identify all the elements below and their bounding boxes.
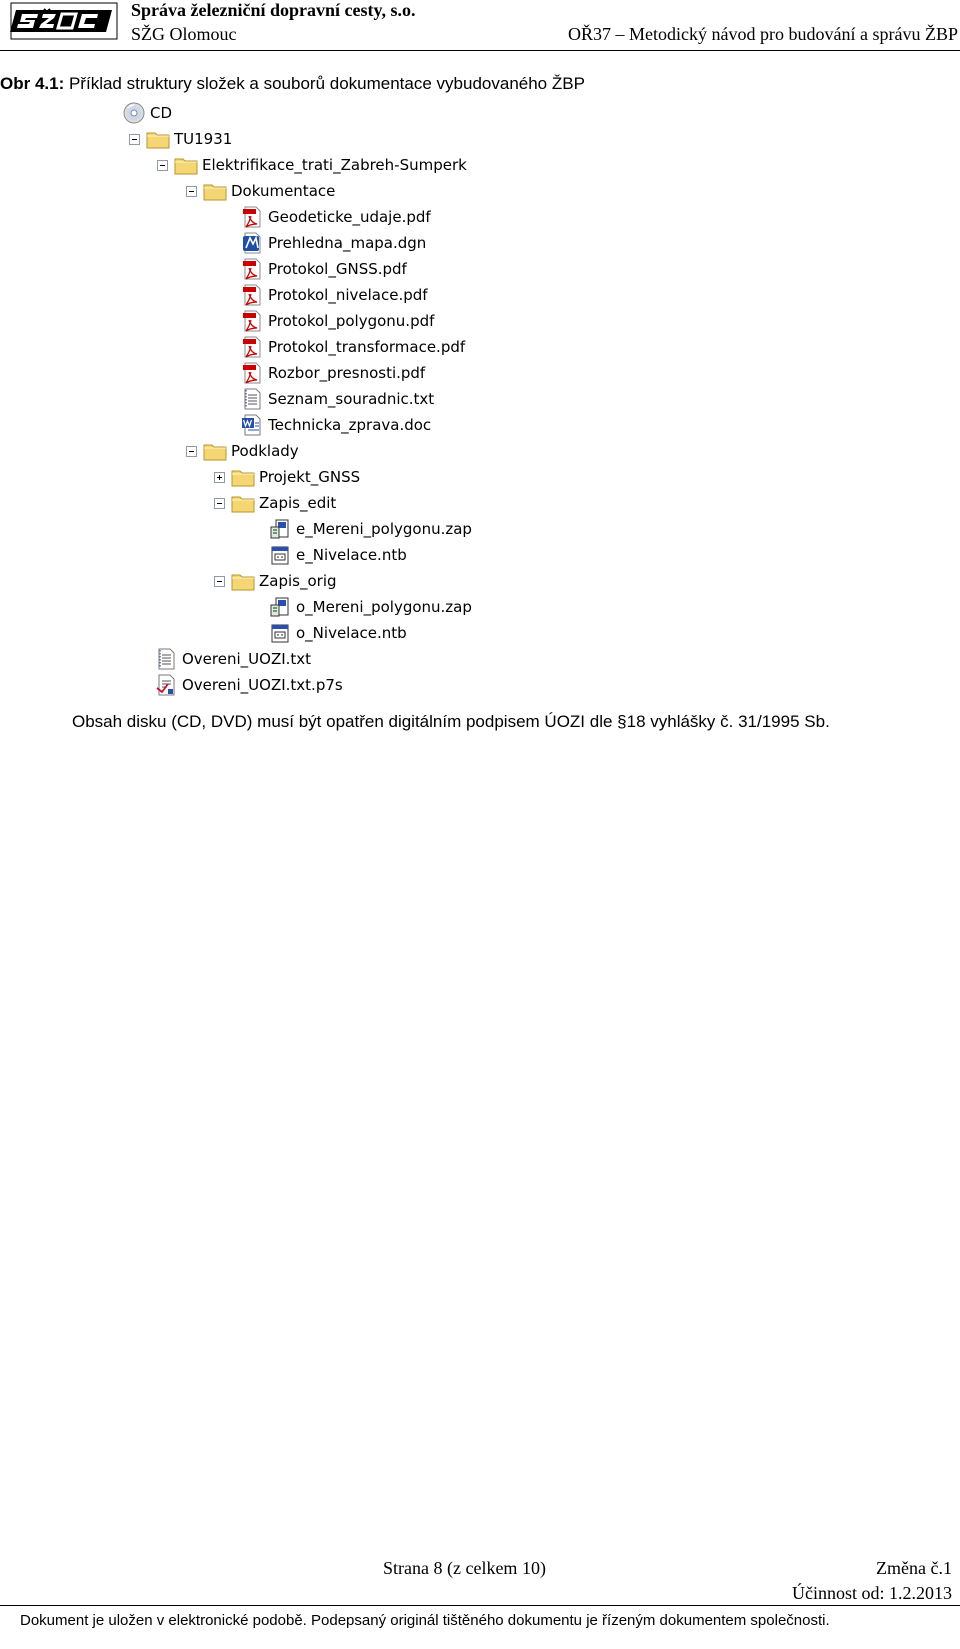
organization-unit: SŽG Olomouc xyxy=(131,24,237,44)
file-name: Overeni_UOZI.txt xyxy=(182,650,312,668)
collapse-toggle[interactable] xyxy=(129,134,140,145)
file-item[interactable] xyxy=(240,412,431,438)
tree-node-tu1931[interactable] xyxy=(129,126,232,152)
szdc-logo xyxy=(10,2,118,40)
file-item[interactable] xyxy=(268,542,407,568)
page-number: Strana 8 (z celkem 10) xyxy=(383,1558,546,1578)
pdf-file-icon xyxy=(240,336,264,358)
file-name: Geodeticke_udaje.pdf xyxy=(268,208,431,226)
collapse-toggle[interactable] xyxy=(214,498,225,509)
cd-icon xyxy=(122,102,146,124)
file-name: Rozbor_presnosti.pdf xyxy=(268,364,426,382)
tree-node-projekt-gnss[interactable] xyxy=(214,464,360,490)
file-item[interactable] xyxy=(154,672,343,698)
collapse-toggle[interactable] xyxy=(214,576,225,587)
tree-node-label: TU1931 xyxy=(174,130,233,148)
file-name: Seznam_souradnic.txt xyxy=(268,390,435,408)
folder-icon xyxy=(203,440,227,462)
zap-file-icon xyxy=(268,518,292,540)
word-file-icon xyxy=(240,414,264,436)
file-name: o_Mereni_polygonu.zap xyxy=(296,598,472,616)
figure-caption-text: Příklad struktury složek a souborů dokumentace vybudovaného ŽBP xyxy=(64,74,585,93)
header-divider xyxy=(0,50,960,51)
effective-date: Účinnost od: 1.2.2013 xyxy=(792,1583,952,1603)
tree-node-zapis-orig[interactable] xyxy=(214,568,337,594)
file-item[interactable] xyxy=(268,620,407,646)
file-item[interactable] xyxy=(240,282,428,308)
tree-node-zapis-edit[interactable] xyxy=(214,490,336,516)
tree-node-label: Elektrifikace_trati_Zabreh-Sumperk xyxy=(202,156,467,174)
folder-icon xyxy=(174,154,198,176)
figure-number: Obr 4.1: xyxy=(0,74,65,93)
collapse-toggle[interactable] xyxy=(157,160,168,171)
figure-caption xyxy=(0,74,585,94)
tree-node-label: CD xyxy=(150,104,173,122)
folder-tree xyxy=(0,100,600,720)
tree-node-label: Zapis_edit xyxy=(259,494,337,512)
dgn-file-icon xyxy=(240,232,264,254)
file-name: Technicka_zprava.doc xyxy=(268,416,432,434)
file-name: Protokol_polygonu.pdf xyxy=(268,312,435,330)
file-name: e_Mereni_polygonu.zap xyxy=(296,520,472,538)
ntb-file-icon xyxy=(268,544,292,566)
file-name: Overeni_UOZI.txt.p7s xyxy=(182,676,343,694)
text-file-icon xyxy=(240,388,264,410)
organization-name: Správa železniční dopravní cesty, s.o. xyxy=(131,0,416,20)
file-item[interactable] xyxy=(240,360,425,386)
signature-note: Obsah disku (CD, DVD) musí být opatřen digitálním podpisem ÚOZI dle §18 vyhlášky č. 31/1995 Sb. xyxy=(72,712,830,731)
pdf-file-icon xyxy=(240,258,264,280)
file-name: Protokol_GNSS.pdf xyxy=(268,260,407,278)
file-item[interactable] xyxy=(240,230,426,256)
text-file-icon xyxy=(154,648,178,670)
file-name: e_Nivelace.ntb xyxy=(296,546,407,564)
tree-node-podklady[interactable] xyxy=(186,438,299,464)
ntb-file-icon xyxy=(268,622,292,644)
document-notice: Dokument je uložen v elektronické podobě. Podepsaný originál tištěného dokumentu je řízeným dokumentem společnosti. xyxy=(20,1612,830,1629)
pdf-file-icon xyxy=(240,362,264,384)
file-item[interactable] xyxy=(268,516,472,542)
signed-file-icon xyxy=(154,674,178,696)
file-item[interactable] xyxy=(240,334,465,360)
pdf-file-icon xyxy=(240,310,264,332)
pdf-file-icon xyxy=(240,284,264,306)
folder-icon xyxy=(231,492,255,514)
file-name: o_Nivelace.ntb xyxy=(296,624,407,642)
change-number: Změna č.1 xyxy=(876,1558,952,1578)
pdf-file-icon xyxy=(240,206,264,228)
footer-divider xyxy=(0,1605,960,1606)
tree-node-dokumentace[interactable] xyxy=(186,178,335,204)
tree-node-label: Podklady xyxy=(231,442,299,460)
file-name: Prehledna_mapa.dgn xyxy=(268,234,427,252)
file-item[interactable] xyxy=(240,256,407,282)
folder-icon xyxy=(231,466,255,488)
tree-node-label: Projekt_GNSS xyxy=(259,468,361,486)
collapse-toggle[interactable] xyxy=(186,446,197,457)
file-item[interactable] xyxy=(240,386,434,412)
tree-node-project[interactable] xyxy=(157,152,467,178)
document-title: OŘ37 – Metodický návod pro budování a správu ŽBP xyxy=(568,24,958,44)
tree-node-label: Zapis_orig xyxy=(259,572,337,590)
zap-file-icon xyxy=(268,596,292,618)
expand-toggle[interactable] xyxy=(214,472,225,483)
file-item[interactable] xyxy=(240,204,431,230)
folder-icon xyxy=(231,570,255,592)
tree-node-label: Dokumentace xyxy=(231,182,336,200)
folder-icon xyxy=(146,128,170,150)
file-item[interactable] xyxy=(240,308,434,334)
file-item[interactable] xyxy=(154,646,311,672)
tree-node-cd[interactable] xyxy=(122,100,172,126)
page-header xyxy=(0,0,960,60)
collapse-toggle[interactable] xyxy=(186,186,197,197)
file-name: Protokol_nivelace.pdf xyxy=(268,286,428,304)
file-name: Protokol_transformace.pdf xyxy=(268,338,466,356)
file-item[interactable] xyxy=(268,594,472,620)
folder-icon xyxy=(203,180,227,202)
